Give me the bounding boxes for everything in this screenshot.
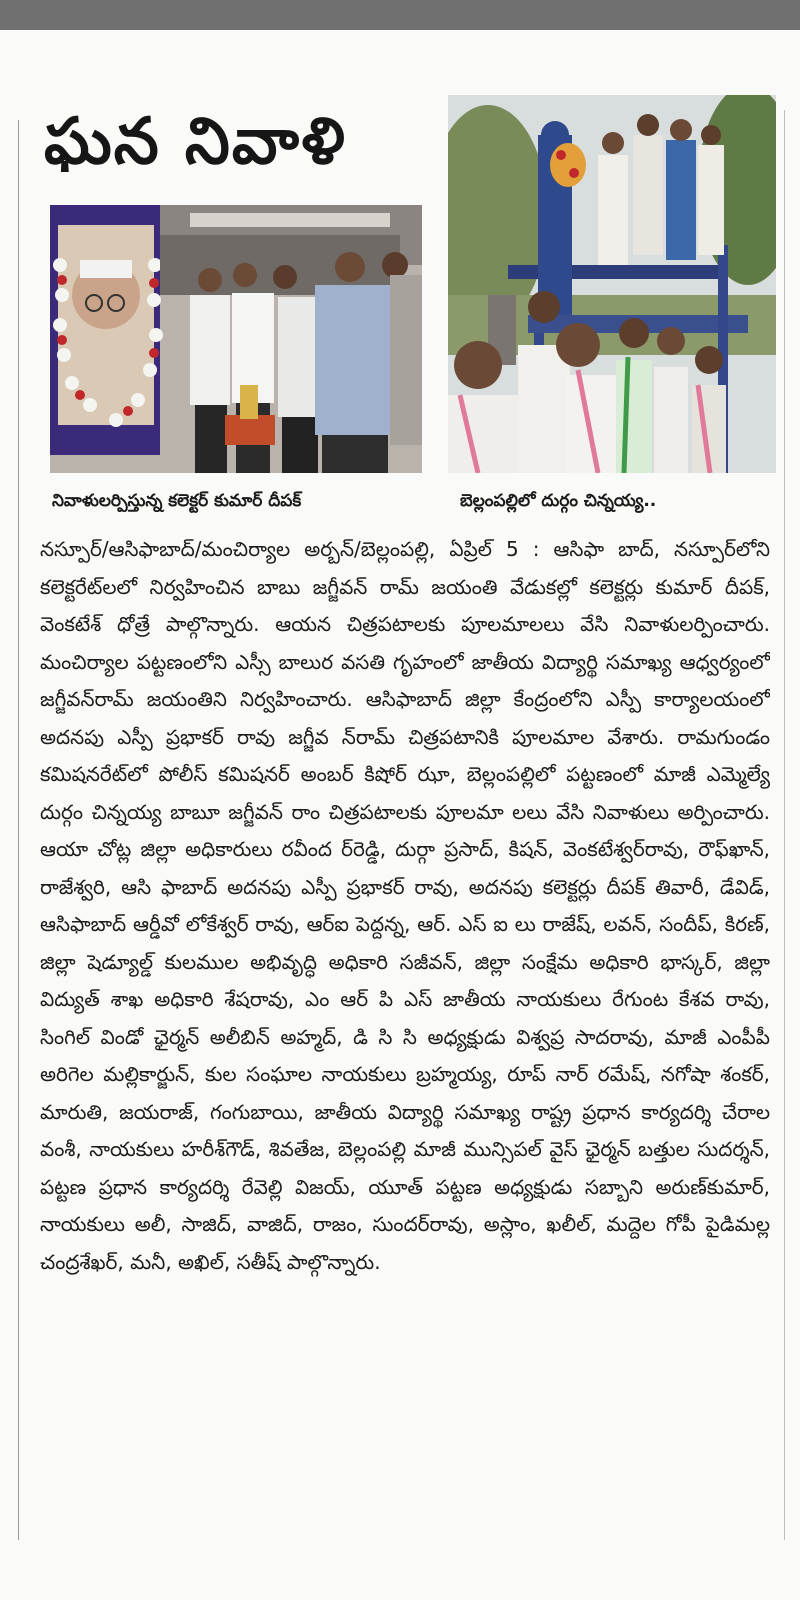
article-body: నస్పూర్/ఆసిఫాబాద్/మంచిర్యాల అర్బన్/బెల్లంపల్లి, ఏప్రిల్ 5 : ఆసిఫా బాద్, నస్పూర్‌లోని కలెక్టరేట్‌లలో నిర్వహించిన బాబు జగ్జీవన్ రామ్ జయంతి వేడుకల్లో కలెక్టర్లు కుమార్ దీపక్, వెంకటేశ్ ధోత్రే పాల్గొన్నారు. ఆయన చిత్రపటాలకు పూలమాలలు వేసి నివాళులర్పించారు. మంచిర్యాల పట్టణంలోని ఎస్సీ బాలుర వసతి గృహంలో జాతీయ విద్యార్థి సమాఖ్య ఆధ్వర్యంలో జగ్జీవన్‌రామ్ జయంతిని నిర్వహించారు. ఆసిఫాబాద్ జిల్లా కేంద్రంలోని ఎస్పీ కార్యాలయంలో అదనపు ఎస్పీ ప్రభాకర్ రావు జగ్జీవ న్‌రామ్ చిత్రపటానికి పూలమాల వేశారు. రామగుండం కమిషనరేట్‌లో పోలీస్ కమిషనర్ అంబర్ కిషోర్ ఝా, బెల్లంపల్లిలో పట్టణంలో మాజీ ఎమ్మెల్యే దుర్గం చిన్నయ్య బాబూ జగ్జీవన్ రాం చిత్రపటాలకు పూలమా లలు వేసి నివాళులు అర్పించారు. ఆయా చోట్ల జిల్లా అధికారులు రవీంద ర్‌రెడ్డి, దుర్గా ప్రసాద్, కిషన్, వెంకటేశ్వర్‌రావు, రౌఫ్‌ఖాన్, రాజేశ్వరి, ఆసి ఫాబాద్ అదనపు ఎస్పీ ప్రభాకర్ రావు, అదనపు కలెక్టర్లు దీపక్ తివారీ, డేవిడ్, ఆసిఫాబాద్ ఆర్డీవో లోకేశ్వర్ రావు, ఆర్ఐ పెద్దన్న, ఆర్. ఎస్ ఐ లు రాజేష్, లవన్, సందీప్, కిరణ్, జిల్లా షెడ్యూల్డ్ కులముల అభివృద్ధి అధికారి సజీవన్, జిల్లా సంక్షేమ అధికారి భాస్కర్, జిల్లా విద్యుత్ శాఖ అధికారి శేషరావు, ఎం ఆర్ పి ఎస్ జాతీయ నాయకులు రేగుంట కేశవ రావు, సింగిల్ విండో ఛైర్మన్ అలీబిన్ అహ్మద్, డి సి సి అధ్యక్షుడు విశ్వప్ర సాదరావు, మాజీ ఎంపీపీ అరిగెల మల్లికార్జున్, కుల సంఘాల నాయకులు బ్రహ్మయ్య, రూప్ నార్ రమేష్, నగోషా శంకర్, మారుతి, జయరాజ్, గంగుబాయి, జాతీయ విద్యార్థి సమాఖ్య రాష్ట్ర ప్రధాన కార్యదర్శి చేరాల వంశీ, నాయకులు హరీశ్‌గౌడ్, శివతేజ, బెల్లంపల్లి మాజీ మున్సిపల్ వైస్ ఛైర్మన్ బత్తుల సుదర్శన్, పట్టణ ప్రధాన కార్యదర్శి రేవెల్లి విజయ్, యూత్ పట్టణ అధ్యక్షుడు సబ్బాని అరుణ్‌కుమార్, నాయకులు అలీ, సాజిద్, వాజిద్, రాజం, సుందర్‌రావు, అస్లాం, ఖలీల్, మద్దెల గోపీ పైడిమల్ల చంద్రశేఖర్, మనీ, అఖిల్, సతీష్ పాల్గొన్నారు.	[40, 537, 770, 1274]
column-rule-left	[18, 120, 19, 1540]
headline: ఘన నివాళి	[44, 105, 347, 179]
photo-statue-garlanding	[448, 95, 776, 473]
photo-caption-right: బెల్లంపల్లిలో దుర్గం చిన్నయ్య..	[460, 491, 657, 511]
photo-collector-tribute	[50, 205, 422, 473]
top-banner-bar	[0, 0, 800, 30]
column-rule-right	[784, 110, 785, 1540]
photo-caption-left: నివాళులర్పిస్తున్న కలెక్టర్ కుమార్ దీపక్	[52, 491, 302, 511]
